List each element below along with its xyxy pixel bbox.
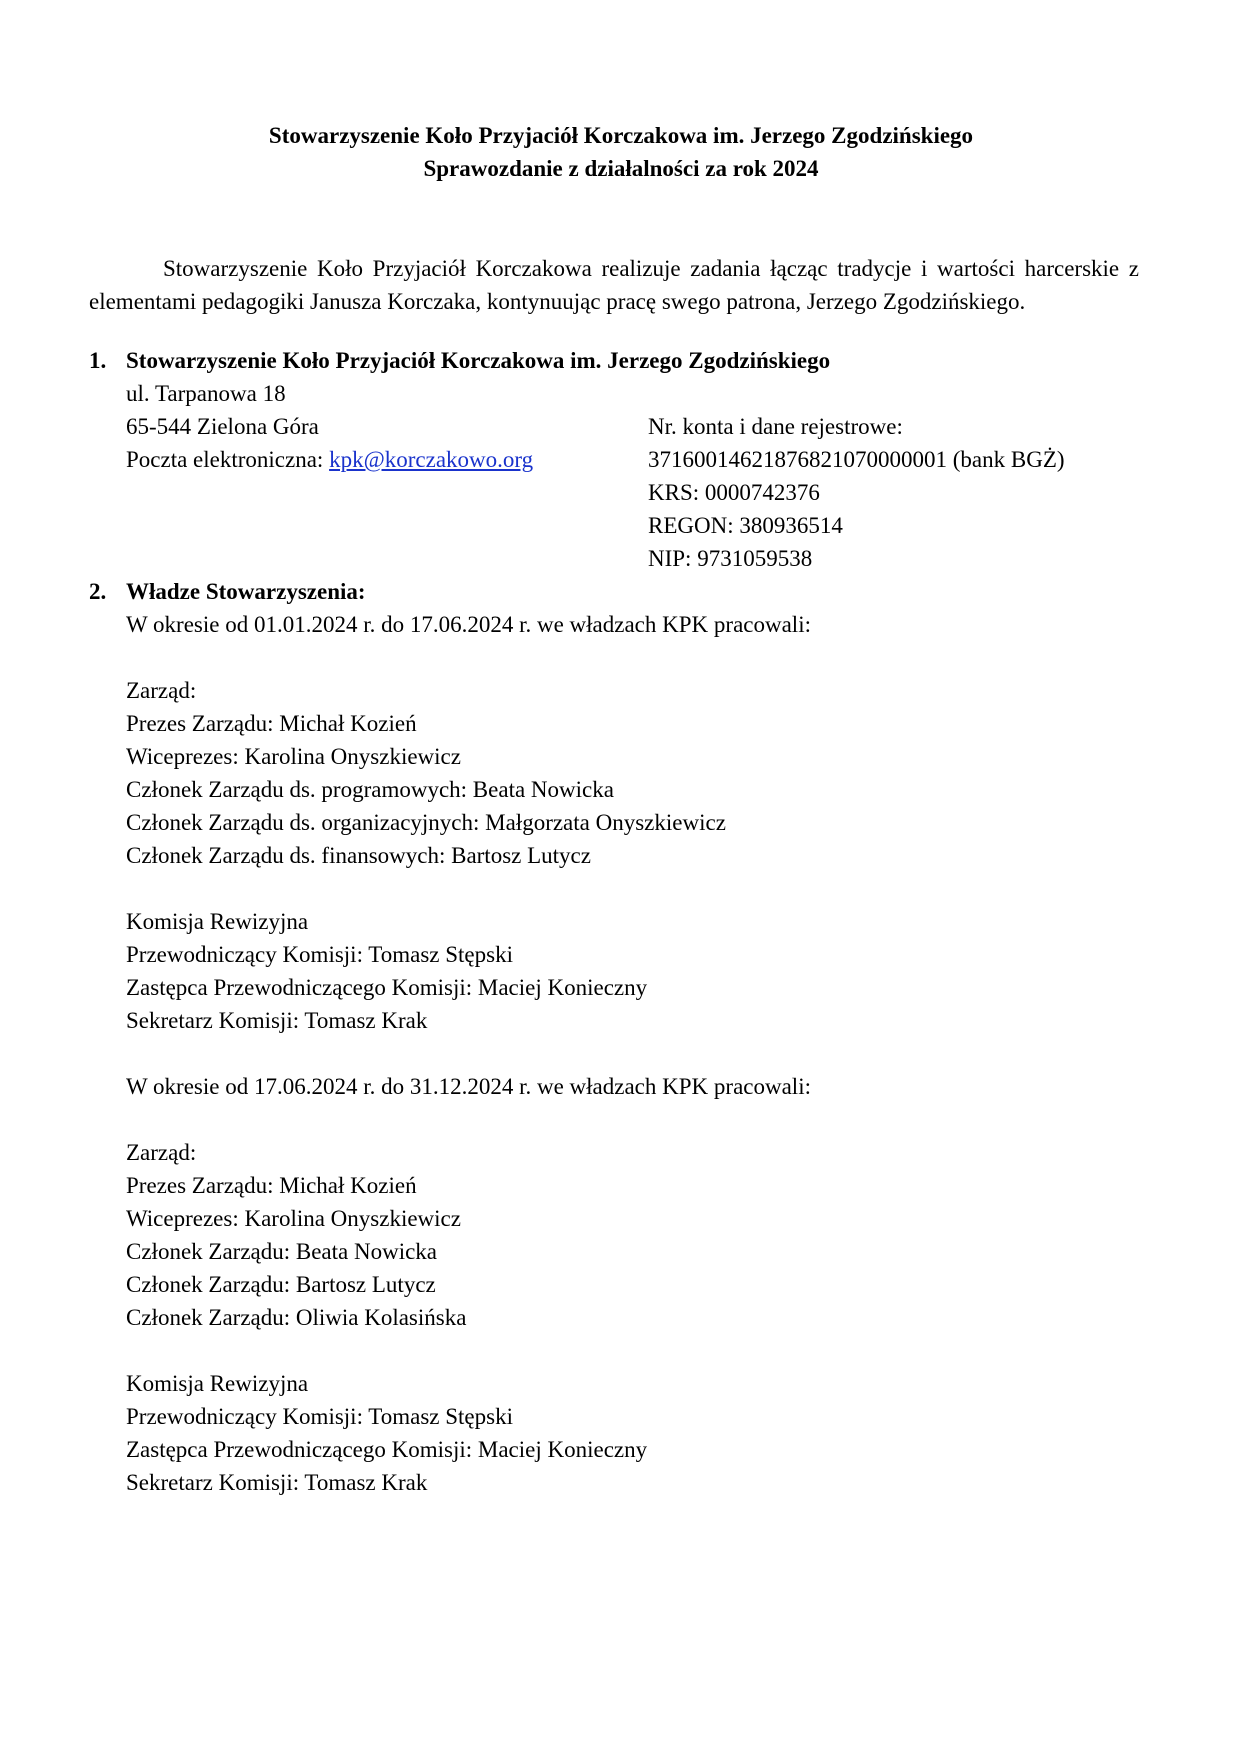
organization-name: Stowarzyszenie Koło Przyjaciół Korczakowa im. Jerzego Zgodzińskiego	[268, 123, 974, 148]
board-member: Członek Zarządu: Beata Nowicka	[126, 1239, 438, 1264]
board-member: Członek Zarządu ds. organizacyjnych: Małgorzata Onyszkiewicz	[126, 810, 726, 835]
board-member: Członek Zarządu ds. finansowych: Bartosz Lutycz	[126, 843, 591, 868]
board-member: Prezes Zarządu: Michał Kozień	[126, 711, 417, 736]
registry-label: Nr. konta i dane rejestrowe:	[648, 414, 903, 439]
document-title	[0, 119, 1242, 185]
board-title: Zarząd:	[126, 678, 197, 703]
section-heading: Stowarzyszenie Koło Przyjaciół Korczakowa im. Jerzego Zgodzińskiego	[126, 348, 831, 373]
period-label: W okresie od 17.06.2024 r. do 31.12.2024 r. we władzach KPK pracowali:	[126, 1074, 811, 1099]
commission-title: Komisja Rewizyjna	[126, 909, 309, 934]
commission-member: Zastępca Przewodniczącego Komisji: Maciej Konieczny	[126, 1437, 648, 1462]
commission-member: Sekretarz Komisji: Tomasz Krak	[126, 1470, 428, 1495]
board-member: Członek Zarządu ds. programowych: Beata Nowicka	[126, 777, 614, 802]
board-member: Prezes Zarządu: Michał Kozień	[126, 1173, 417, 1198]
krs-number: KRS: 0000742376	[648, 480, 820, 505]
board-member: Wiceprezes: Karolina Onyszkiewicz	[126, 1206, 461, 1231]
board-member: Wiceprezes: Karolina Onyszkiewicz	[126, 744, 461, 769]
commission-member: Zastępca Przewodniczącego Komisji: Maciej Konieczny	[126, 975, 648, 1000]
section-number: 2.	[89, 579, 107, 604]
email-link[interactable]: kpk@korczakowo.org	[329, 447, 534, 472]
regon-number: REGON: 380936514	[648, 513, 843, 538]
commission-member: Sekretarz Komisji: Tomasz Krak	[126, 1008, 428, 1033]
address-street: ul. Tarpanowa 18	[126, 381, 286, 406]
section-number: 1.	[89, 348, 107, 373]
address-city: 65-544 Zielona Góra	[126, 414, 319, 439]
intro-paragraph: Stowarzyszenie Koło Przyjaciół Korczakowa realizuje zadania łącząc tradycje i wartości harcerskie z elementami pedagogiki Janusza Korczaka, kontynuując pracę swego patrona, Jerzego Zgodzińskiego.	[89, 256, 1139, 314]
commission-member: Przewodniczący Komisji: Tomasz Stępski	[126, 942, 513, 967]
email-line	[126, 443, 533, 476]
email-label: Poczta elektroniczna:	[126, 447, 330, 472]
board-member: Członek Zarządu: Bartosz Lutycz	[126, 1272, 436, 1297]
bank-account: 37160014621876821070000001 (bank BGŻ)	[648, 447, 1065, 472]
section-heading: Władze Stowarzyszenia:	[126, 579, 366, 604]
commission-member: Przewodniczący Komisji: Tomasz Stępski	[126, 1404, 513, 1429]
board-title: Zarząd:	[126, 1140, 197, 1165]
board-member: Członek Zarządu: Oliwia Kolasińska	[126, 1305, 467, 1330]
period-label: W okresie od 01.01.2024 r. do 17.06.2024 r. we władzach KPK pracowali:	[126, 612, 811, 637]
nip-number: NIP: 9731059538	[648, 546, 813, 571]
report-title: Sprawozdanie z działalności za rok 2024	[423, 156, 819, 181]
commission-title: Komisja Rewizyjna	[126, 1371, 309, 1396]
